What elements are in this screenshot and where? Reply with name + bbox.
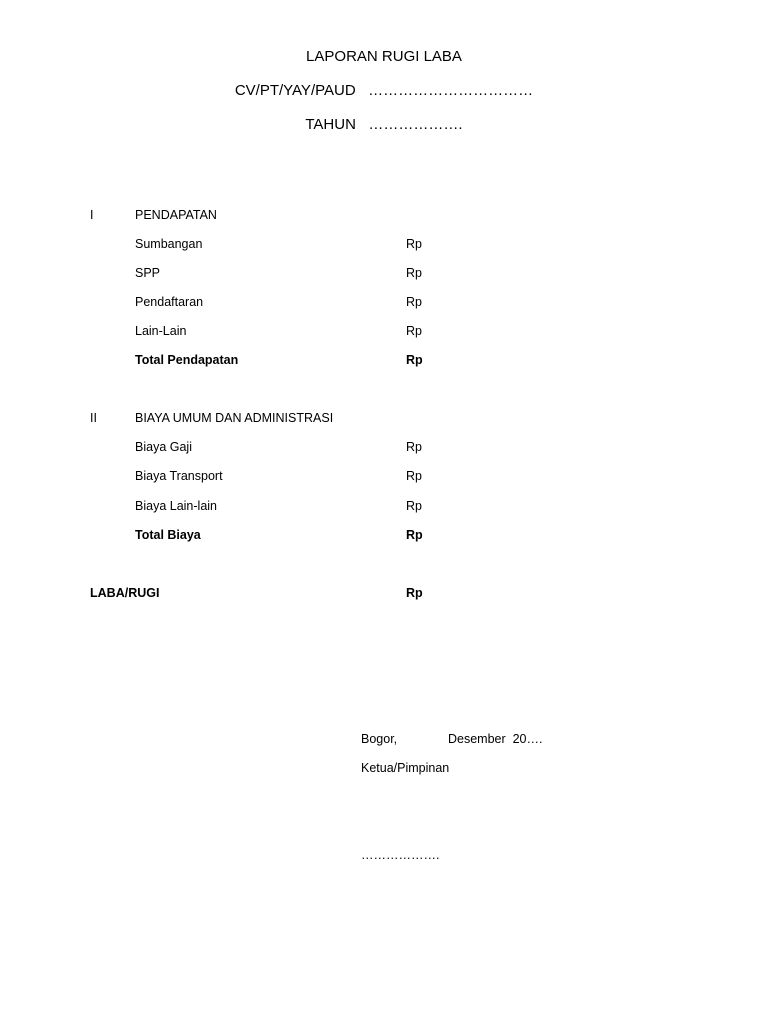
row-label: SPP	[135, 266, 161, 280]
signature-date: Desember 20….	[448, 732, 543, 746]
income-total-row	[0, 353, 768, 371]
section-number: II	[90, 411, 97, 425]
profit-loss-row	[0, 586, 768, 604]
profit-loss-label: LABA/RUGI	[90, 586, 160, 600]
row-currency: Rp	[406, 266, 422, 280]
row-currency: Rp	[406, 469, 422, 483]
row-label: Lain-Lain	[135, 324, 187, 338]
income-row-spp	[0, 266, 768, 284]
year-line: TAHUN ……………….	[305, 116, 463, 133]
signature-name-placeholder: ……………….	[361, 848, 440, 862]
row-label: Biaya Transport	[135, 469, 223, 483]
row-currency: Rp	[406, 499, 422, 513]
section-heading: PENDAPATAN	[135, 208, 217, 222]
signature-role: Ketua/Pimpinan	[361, 761, 450, 775]
section-number: I	[90, 208, 94, 222]
profit-loss-currency: Rp	[406, 586, 423, 600]
row-label: Biaya Lain-lain	[135, 499, 217, 513]
total-label: Total Pendapatan	[135, 353, 239, 367]
row-currency: Rp	[406, 295, 422, 309]
row-label: Pendaftaran	[135, 295, 204, 309]
expense-row-gaji	[0, 440, 768, 458]
total-currency: Rp	[406, 353, 423, 367]
income-row-lain-lain	[0, 324, 768, 342]
income-row-pendaftaran	[0, 295, 768, 313]
row-currency: Rp	[406, 324, 422, 338]
total-label: Total Biaya	[135, 528, 201, 542]
entity-line: CV/PT/YAY/PAUD ……………………………	[234, 82, 534, 99]
row-label: Biaya Gaji	[135, 440, 192, 454]
section-heading: BIAYA UMUM DAN ADMINISTRASI	[135, 411, 334, 425]
expense-total-row	[0, 528, 768, 546]
section-pendapatan-heading	[0, 208, 768, 226]
section-biaya-heading	[0, 411, 768, 429]
expense-row-transport	[0, 469, 768, 487]
row-currency: Rp	[406, 440, 422, 454]
expense-row-lain-lain	[0, 499, 768, 517]
income-row-sumbangan	[0, 237, 768, 255]
row-currency: Rp	[406, 237, 422, 251]
row-label: Sumbangan	[135, 237, 203, 251]
signature-place: Bogor,	[361, 732, 398, 746]
total-currency: Rp	[406, 528, 423, 542]
report-title: LAPORAN RUGI LABA	[306, 48, 462, 65]
